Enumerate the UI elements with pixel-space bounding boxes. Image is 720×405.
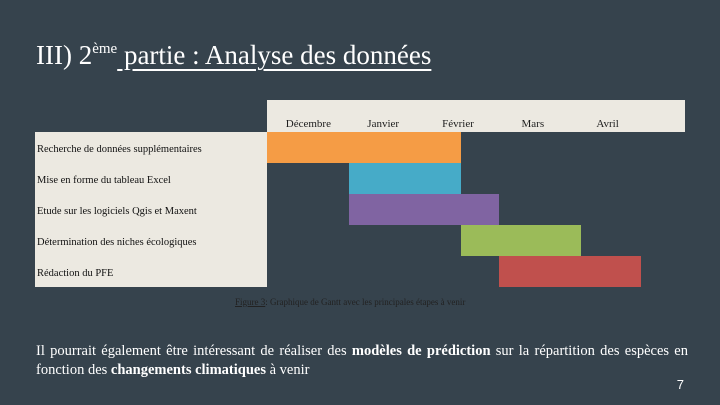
slide-title: III) 2ème partie : Analyse des données <box>36 40 432 70</box>
month-label: Mars <box>521 118 545 130</box>
task-bar <box>349 163 461 194</box>
task-label: Rédaction du PFE <box>37 268 114 279</box>
task-label: Recherche de données supplémentaires <box>37 144 202 155</box>
month-label: Décembre <box>285 118 331 130</box>
month-label: Février <box>442 118 474 130</box>
task-bar <box>267 132 461 163</box>
task-label: Etude sur les logiciels Qgis et Maxent <box>37 206 197 217</box>
figure-caption: Figure 3: Graphique de Gantt avec les principales étapes à venir <box>235 297 466 307</box>
month-label: Janvier <box>367 118 400 130</box>
task-label: Mise en forme du tableau Excel <box>37 175 171 186</box>
body-paragraph: Il pourrait également être intéressant de réaliser des modèles de prédiction sur la répartition des espèces en fonction des changements climatiques à venir <box>36 343 688 378</box>
task-label: Détermination des niches écologiques <box>37 237 197 248</box>
month-label: Avril <box>596 118 619 130</box>
task-bar <box>461 225 581 256</box>
task-bar <box>349 194 499 225</box>
gantt-chart <box>35 100 685 287</box>
page-number: 7 <box>676 377 684 392</box>
task-bar <box>499 256 641 287</box>
